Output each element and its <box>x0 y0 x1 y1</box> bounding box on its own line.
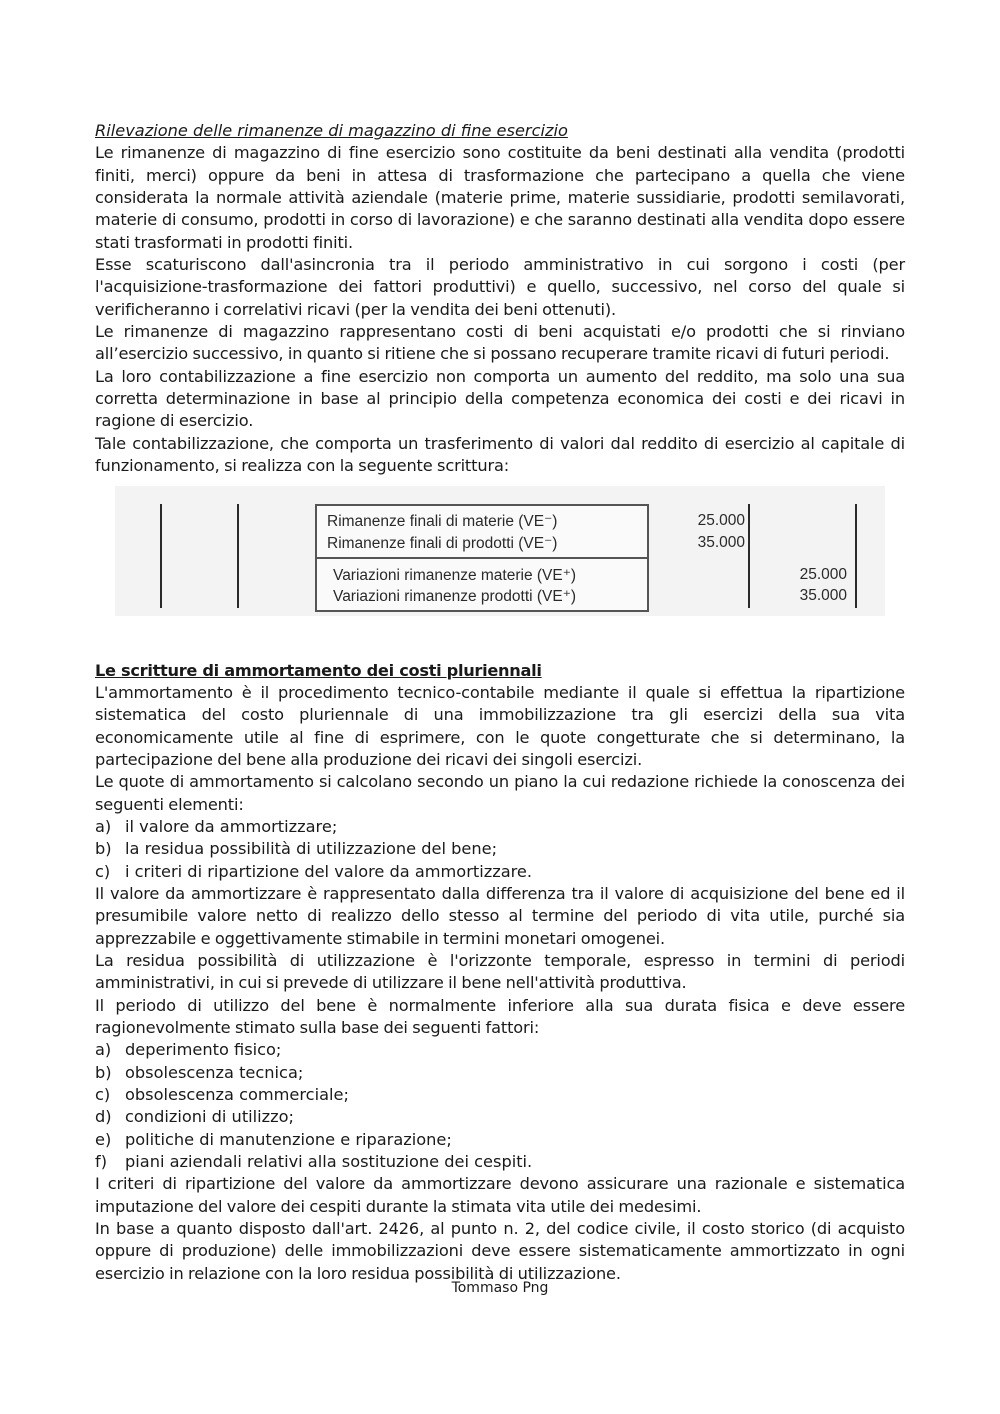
paragraph: Esse scaturiscono dall'asincronia tra il periodo amministrativo in cui sorgono i costi (per l'acquisizione-trasformazione dei fattori produttivi) e quello, successivo, nel corso del quale si verificheranno i correlativi ricavi (per la vendita dei beni ottenuti). <box>95 255 905 319</box>
list-item <box>95 1084 905 1106</box>
journal-credit-account: Variazioni rimanenze materie (VE⁺) <box>333 566 577 584</box>
paragraph: In base a quanto disposto dall'art. 2426, al punto n. 2, del codice civile, il costo storico (di acquisto oppure di produzione) delle immobilizzazioni deve essere sistematicamente ammortizzato in ogni esercizio in relazione con la loro residua possibilità di utilizzazione. <box>95 1219 905 1283</box>
paragraph: La residua possibilità di utilizzazione è l'orizzonte temporale, espresso in termini di periodi amministrativi, in cui si prevede di utilizzare il bene nell'attività produttiva. <box>95 950 905 993</box>
list-marker: b) <box>95 1062 112 1082</box>
elements-list <box>95 816 905 883</box>
section-title-rimanenze: Rilevazione delle rimanenze di magazzino di fine esercizio <box>95 121 568 140</box>
list-text: il valore da ammortizzare; <box>125 816 338 836</box>
list-marker: f) <box>95 1152 108 1172</box>
factors-list <box>95 1039 905 1173</box>
paragraph: Il valore da ammortizzare è rappresentato dalla differenza tra il valore di acquisizione del bene ed il presumibile valore netto di realizzo dello stesso al termine del periodo di vita utile, purché sia apprezzabile e oggettivamente stimabile in termini monetari omogenei. <box>95 883 905 948</box>
list-item <box>95 1129 905 1151</box>
list-text: piani aziendali relativi alla sostituzione dei cespiti. <box>125 1152 533 1172</box>
journal-credit-amount: 35.000 <box>799 586 847 604</box>
list-text: i criteri di ripartizione del valore da ammortizzare. <box>125 861 533 881</box>
list-marker: e) <box>95 1129 112 1149</box>
paragraph: Tale contabilizzazione, che comporta un trasferimento di valori dal reddito di esercizio al capitale di funzionamento, si realizza con la seguente scrittura: <box>95 433 905 476</box>
list-marker: c) <box>95 861 111 881</box>
list-marker: a) <box>95 1040 112 1060</box>
paragraph: La loro contabilizzazione a fine esercizio non comporta un aumento del reddito, ma solo una sua corretta determinazione in base al principio della competenza economica dei costi e dei ricavi in ragione di esercizio. <box>95 366 905 431</box>
journal-entry-image <box>115 486 885 616</box>
list-item <box>95 861 905 883</box>
paragraph: L'ammortamento è il procedimento tecnico-contabile mediante il quale si effettua la ripartizione sistematica del costo pluriennale di una immobilizzazione tra gli esercizi della sua vita economicamente utile al fine di esprimere, con le quote congetturate che si determinano, la partecipazione del bene alla produzione dei ricavi dei singoli esercizi. <box>95 682 905 769</box>
list-item <box>95 1106 905 1128</box>
list-item <box>95 1062 905 1084</box>
list-marker: a) <box>95 816 112 836</box>
spacer <box>95 616 905 660</box>
journal-credit-amount: 25.000 <box>799 565 847 583</box>
journal-column-line <box>748 504 750 608</box>
journal-separator <box>317 557 647 559</box>
list-text: la residua possibilità di utilizzazione del bene; <box>125 839 498 859</box>
journal-debit-amount: 35.000 <box>697 533 745 551</box>
section-title-ammortamento: Le scritture di ammortamento dei costi pluriennali <box>95 660 542 680</box>
paragraph: I criteri di ripartizione del valore da ammortizzare devono assicurare una razionale e sistematica imputazione del valore dei cespiti durante la stimata vita utile dei medesimi. <box>95 1174 905 1216</box>
journal-debit-amount: 25.000 <box>697 511 745 529</box>
list-marker: d) <box>95 1107 112 1127</box>
list-text: obsolescenza commerciale; <box>125 1085 349 1105</box>
paragraph: Le rimanenze di magazzino di fine esercizio sono costituite da beni destinati alla vendita (prodotti finiti, merci) oppure da beni in attesa di trasformazione che partecipano a quella che viene considerata la normale attività aziendale (materie prime, materie sussidiarie, prodotti semilavorati, materie di consumo, prodotti in corso di lavorazione) e che saranno destinati alla vendita dopo essere stati trasformati in prodotti finiti. <box>95 143 905 252</box>
list-item <box>95 1151 905 1173</box>
journal-column-line <box>160 504 162 608</box>
list-item <box>95 838 905 860</box>
journal-column-line <box>237 504 239 608</box>
page-footer-author: Tommaso Png <box>451 1280 549 1296</box>
list-marker: b) <box>95 839 112 859</box>
journal-credit-account: Variazioni rimanenze prodotti (VE⁺) <box>333 587 577 605</box>
list-item <box>95 816 905 838</box>
paragraph: Il periodo di utilizzo del bene è normalmente inferiore alla sua durata fisica e deve essere ragionevolmente stimato sulla base dei seguenti fattori: <box>95 995 905 1037</box>
list-text: obsolescenza tecnica; <box>125 1062 304 1082</box>
list-text: politiche di manutenzione e riparazione; <box>125 1129 452 1149</box>
journal-debit-account: Rimanenze finali di prodotti (VE⁻) <box>327 534 558 552</box>
list-marker: c) <box>95 1085 111 1105</box>
paragraph: Le quote di ammortamento si calcolano secondo un piano la cui redazione richiede la conoscenza dei seguenti elementi: <box>95 772 905 814</box>
list-item <box>95 1039 905 1061</box>
list-text: deperimento fisico; <box>125 1040 282 1060</box>
paragraph: Le rimanenze di magazzino rappresentano costi di beni acquistati e/o prodotti che si rinviano all’esercizio successivo, in quanto si ritiene che si possano recuperare tramite ricavi di futuri periodi. <box>95 322 905 364</box>
list-text: condizioni di utilizzo; <box>125 1107 295 1127</box>
journal-debit-account: Rimanenze finali di materie (VE⁻) <box>327 512 558 530</box>
document-body <box>95 120 905 1285</box>
journal-column-line <box>855 504 857 608</box>
